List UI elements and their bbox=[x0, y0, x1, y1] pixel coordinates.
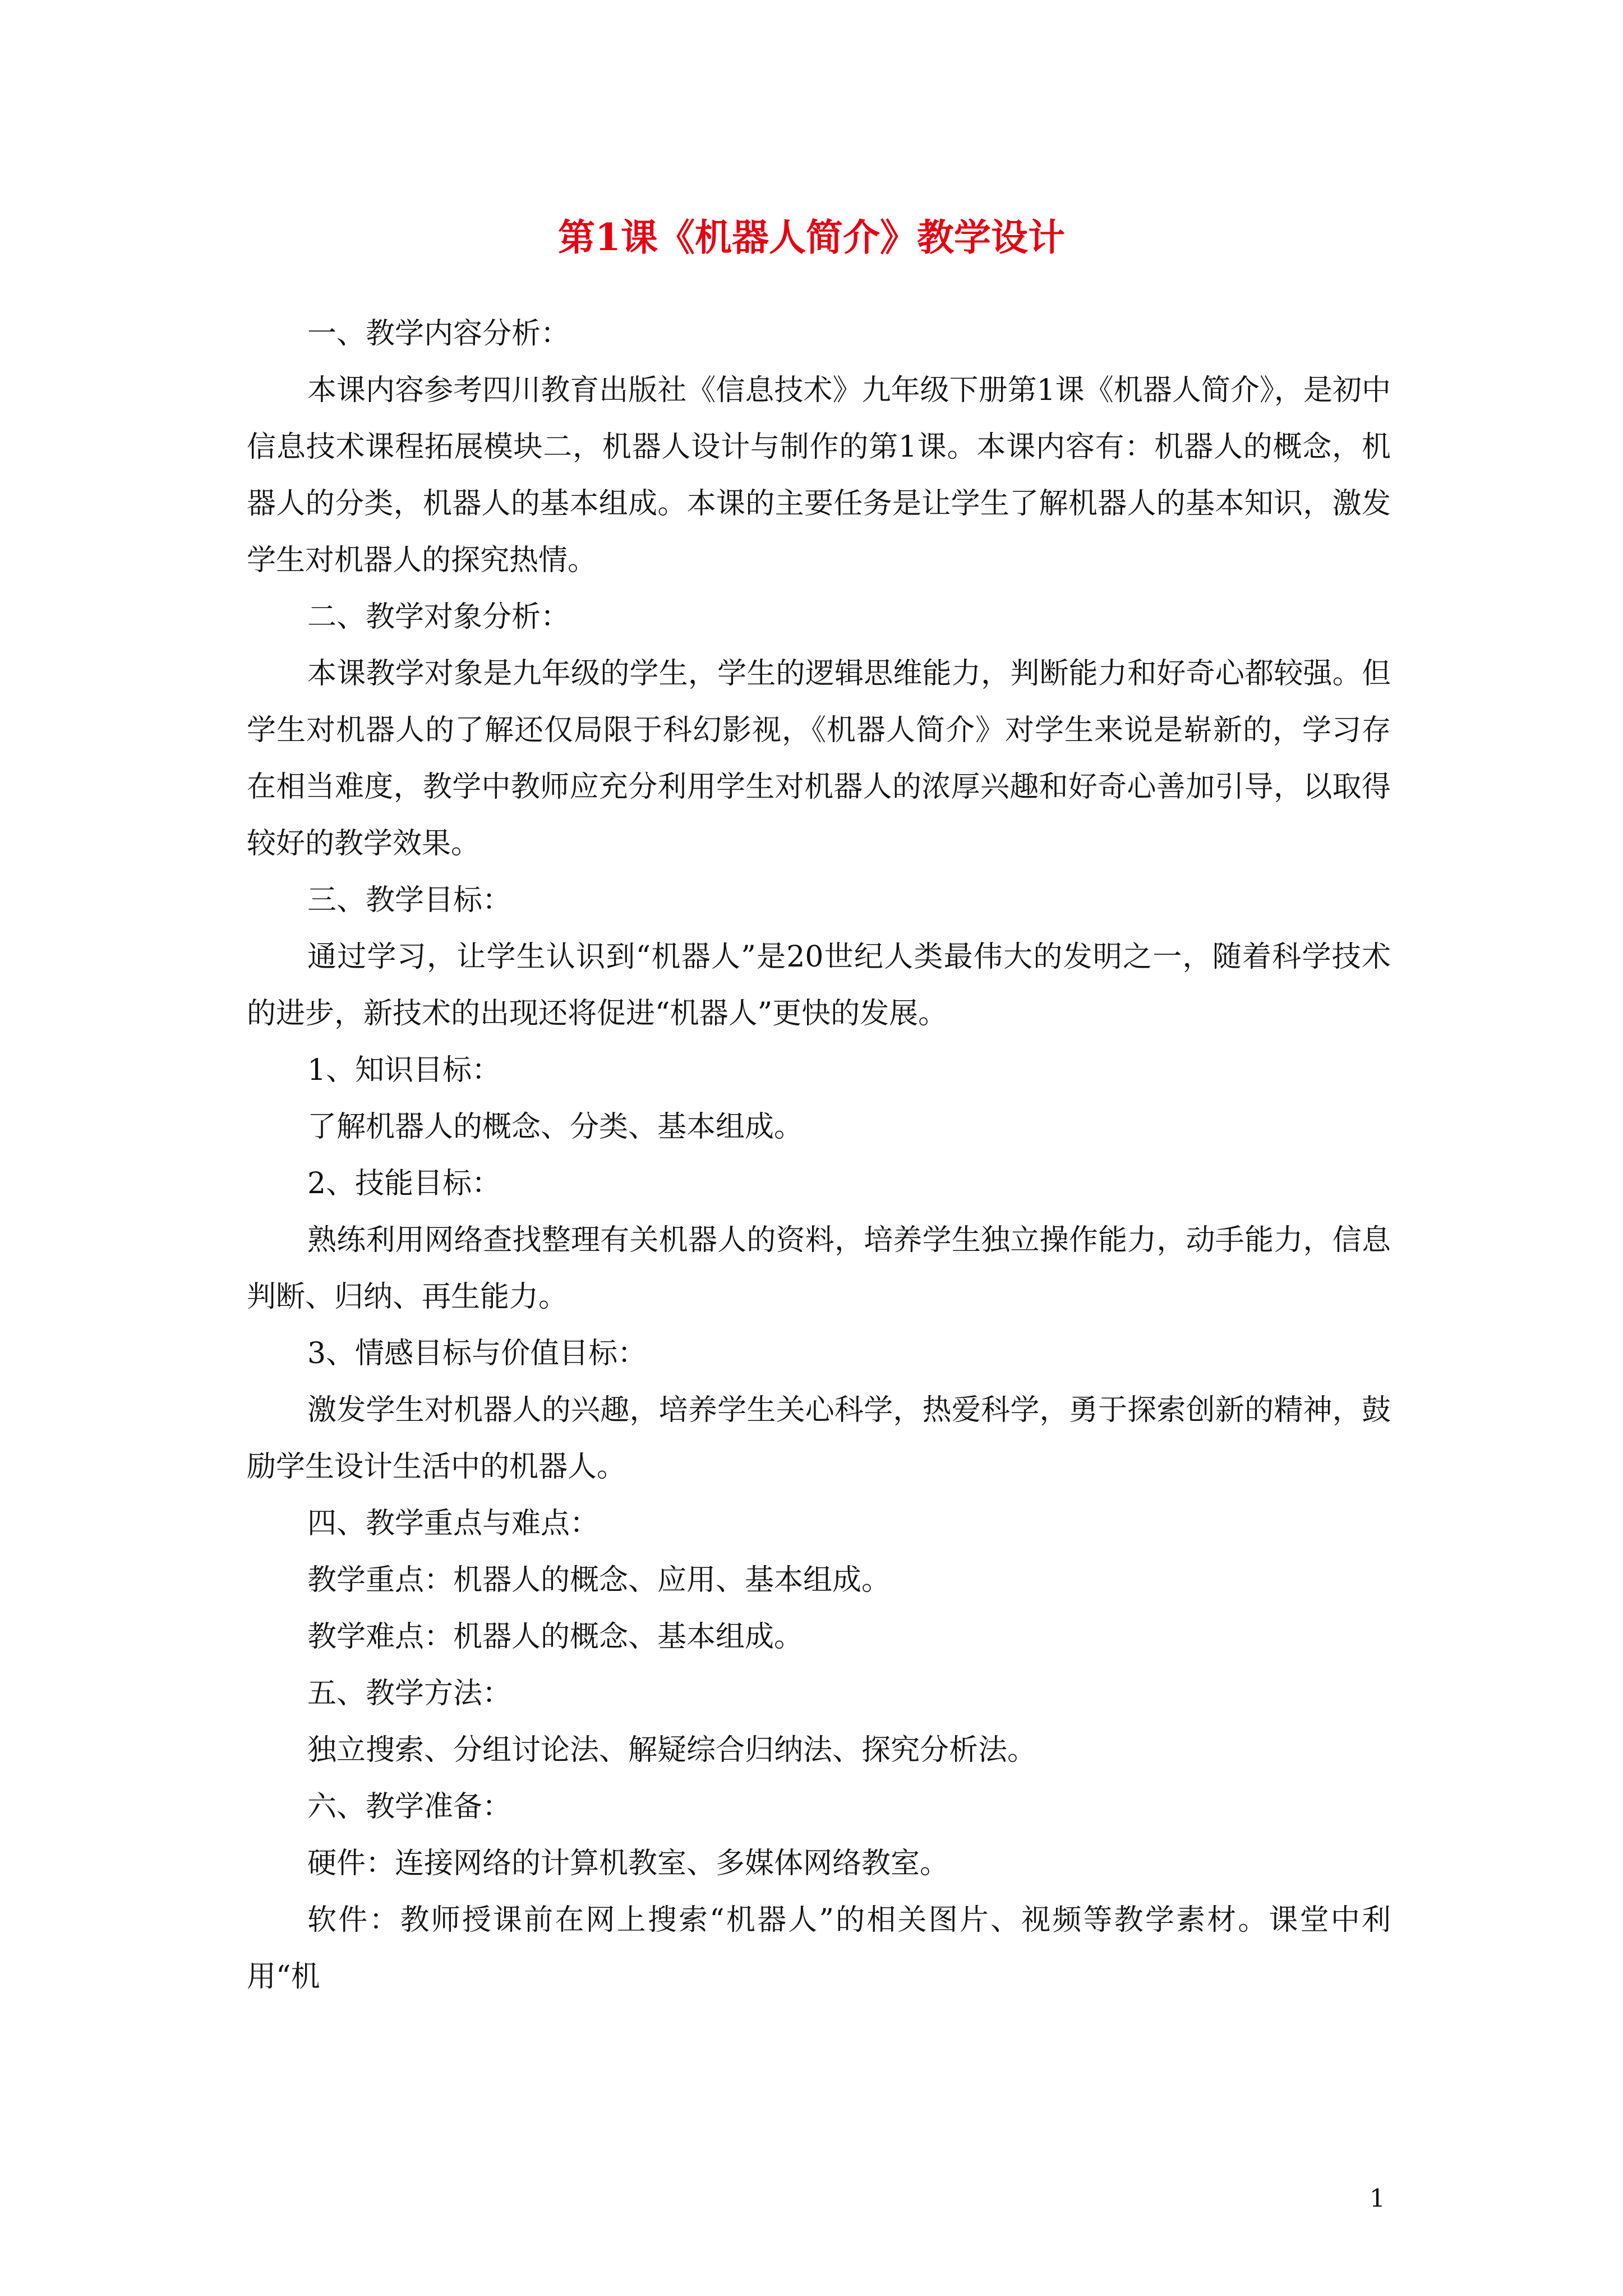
paragraph-hardware: 硬件：连接网络的计算机教室、多媒体网络教室。 bbox=[307, 1847, 949, 1880]
paragraph-teaching-goals: 通过学习，让学生认识到“机器人”是20世纪人类最伟大的发明之一，随着科学技术的进步，新技术的出现还将促进“机器人”更快的发展。 bbox=[247, 940, 1391, 1030]
section-heading-content-analysis: 一、教学内容分析： bbox=[307, 317, 570, 351]
document-title: 第1课《机器人简介》教学设计 bbox=[558, 215, 1065, 259]
paragraph-emotion-goal: 激发学生对机器人的兴趣，培养学生关心科学，热爱科学，勇于探索创新的精神，鼓励学生设计生活中的机器人。 bbox=[247, 1393, 1391, 1484]
section-heading-methods: 五、教学方法： bbox=[307, 1677, 512, 1710]
subheading-knowledge-goal: 1、知识目标： bbox=[307, 1053, 501, 1087]
paragraph-student-analysis: 本课教学对象是九年级的学生，学生的逻辑思维能力，判断能力和好奇心都较强。但学生对机器人的了解还仅局限于科幻影视，《机器人简介》对学生来说是崭新的，学习存在相当难度，教学中教师应充分利用学生对机器人的浓厚兴趣和好奇心善加引导，以取得较好的教学效果。 bbox=[247, 657, 1391, 861]
subheading-skill-goal: 2、技能目标： bbox=[307, 1167, 501, 1200]
section-heading-student-analysis: 二、教学对象分析： bbox=[307, 600, 570, 634]
section-heading-teaching-goals: 三、教学目标： bbox=[307, 884, 512, 917]
page-number: 1 bbox=[1370, 2184, 1385, 2213]
subheading-emotion-goal: 3、情感目标与价值目标： bbox=[307, 1337, 647, 1370]
section-heading-preparation: 六、教学准备： bbox=[307, 1790, 512, 1824]
paragraph-methods: 独立搜索、分组讨论法、解疑综合归纳法、探究分析法。 bbox=[307, 1733, 1037, 1767]
paragraph-skill-goal: 熟练利用网络查找整理有关机器人的资料，培养学生独立操作能力，动手能力，信息判断、归纳、再生能力。 bbox=[247, 1223, 1391, 1314]
paragraph-content-analysis: 本课内容参考四川教育出版社《信息技术》九年级下册第1课《机器人简介》，是初中信息技术课程拓展模块二，机器人设计与制作的第1课。本课内容有：机器人的概念，机器人的分类，机器人的基本组成。本课的主要任务是让学生了解机器人的基本知识，激发学生对机器人的探究热情。 bbox=[247, 374, 1391, 577]
paragraph-knowledge-goal: 了解机器人的概念、分类、基本组成。 bbox=[307, 1110, 804, 1144]
section-heading-key-points: 四、教学重点与难点： bbox=[307, 1507, 600, 1540]
paragraph-difficult-point: 教学难点：机器人的概念、基本组成。 bbox=[307, 1620, 804, 1654]
document-body bbox=[247, 306, 1391, 2005]
paragraph-software: 软件：教师授课前在网上搜索“机器人”的相关图片、视频等教学素材。课堂中利用“机 bbox=[247, 1903, 1391, 1994]
paragraph-key-point: 教学重点：机器人的概念、应用、基本组成。 bbox=[307, 1563, 891, 1597]
